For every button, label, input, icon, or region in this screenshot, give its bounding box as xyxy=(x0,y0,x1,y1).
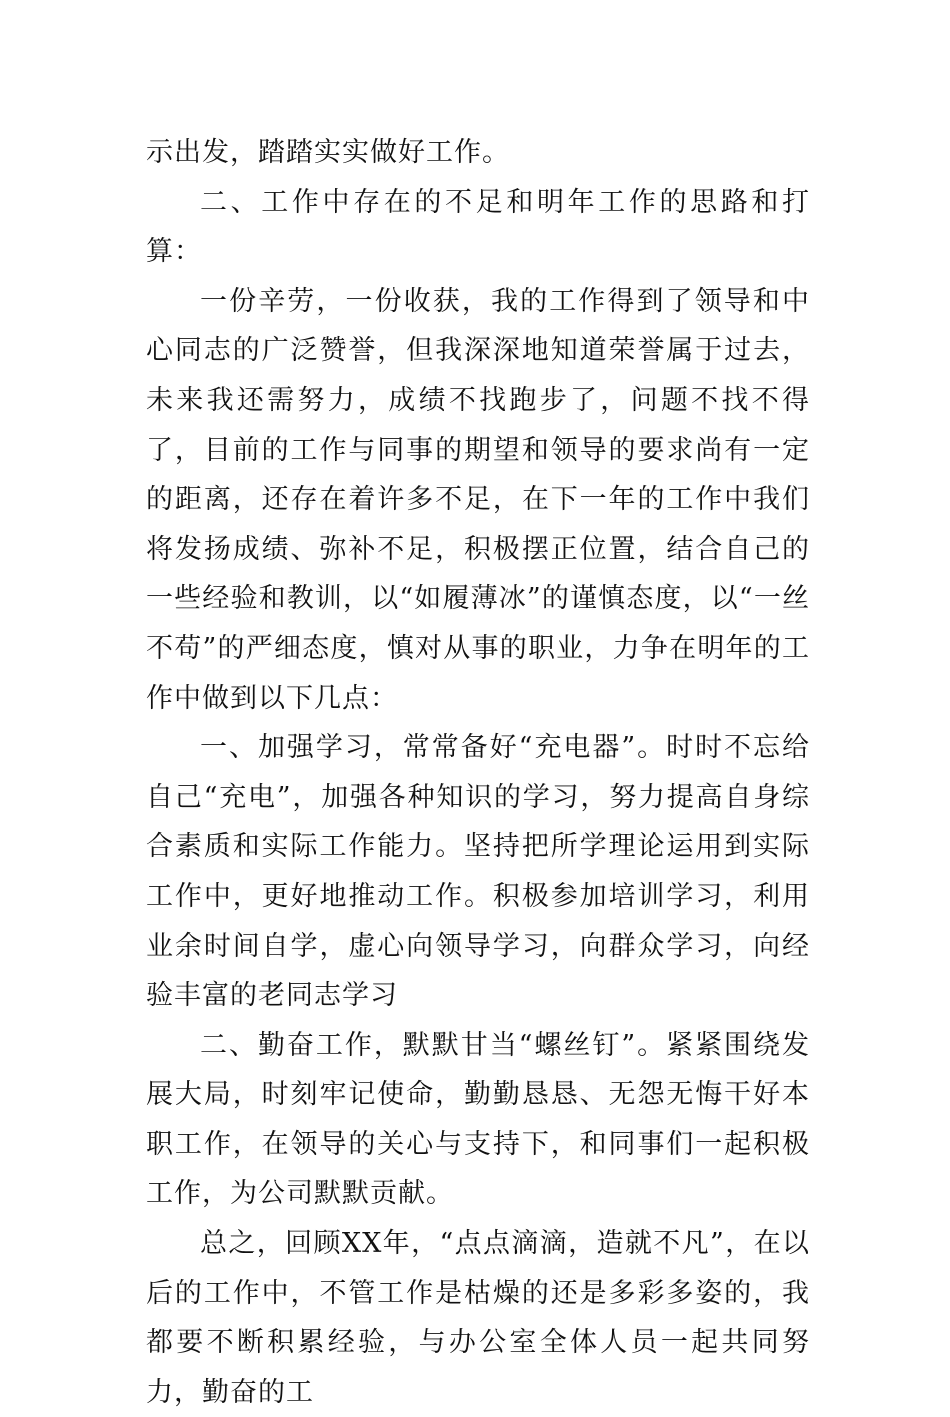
paragraph-6: 总之，回顾XX年，“点点滴滴，造就不凡”，在以后的工作中，不管工作是枯燥的还是多彩多姿的，我都要不断积累经验，与办公室全体人员一起共同努力，勤奋的工 xyxy=(146,1228,810,1408)
paragraph-1: 示出发，踏踏实实做好工作。 xyxy=(146,137,510,168)
document-body xyxy=(146,128,810,1417)
paragraph-3: 一份辛劳，一份收获，我的工作得到了领导和中心同志的广泛赞誉，但我深深地知道荣誉属于过去，未来我还需努力，成绩不找跑步了，问题不找不得了，目前的工作与同事的期望和领导的要求尚有一定的距离，还存在着许多不足，在下一年的工作中我们将发扬成绩、弥补不足，积极摆正位置，结合自己的一些经验和教训，以“如履薄冰”的谨慎态度，以“一丝不苟”的严细态度，慎对从事的职业，力争在明年的工作中做到以下几点： xyxy=(146,285,810,714)
paragraph-4: 一、加强学习，常常备好“充电器”。时时不忘给自己“充电”，加强各种知识的学习，努力提高自身综合素质和实际工作能力。坚持把所学理论运用到实际工作中，更好地推动工作。积极参加培训学习，利用业余时间自学，虚心向领导学习，向群众学习，向经验丰富的老同志学习 xyxy=(146,732,810,1012)
paragraph-5: 二、勤奋工作，默默甘当“螺丝钉”。紧紧围绕发展大局，时刻牢记使命，勤勤恳恳、无怨无悔干好本职工作，在领导的关心与支持下，和同事们一起积极工作，为公司默默贡献。 xyxy=(146,1029,810,1210)
paragraph-2: 二、工作中存在的不足和明年工作的思路和打算： xyxy=(146,186,810,268)
